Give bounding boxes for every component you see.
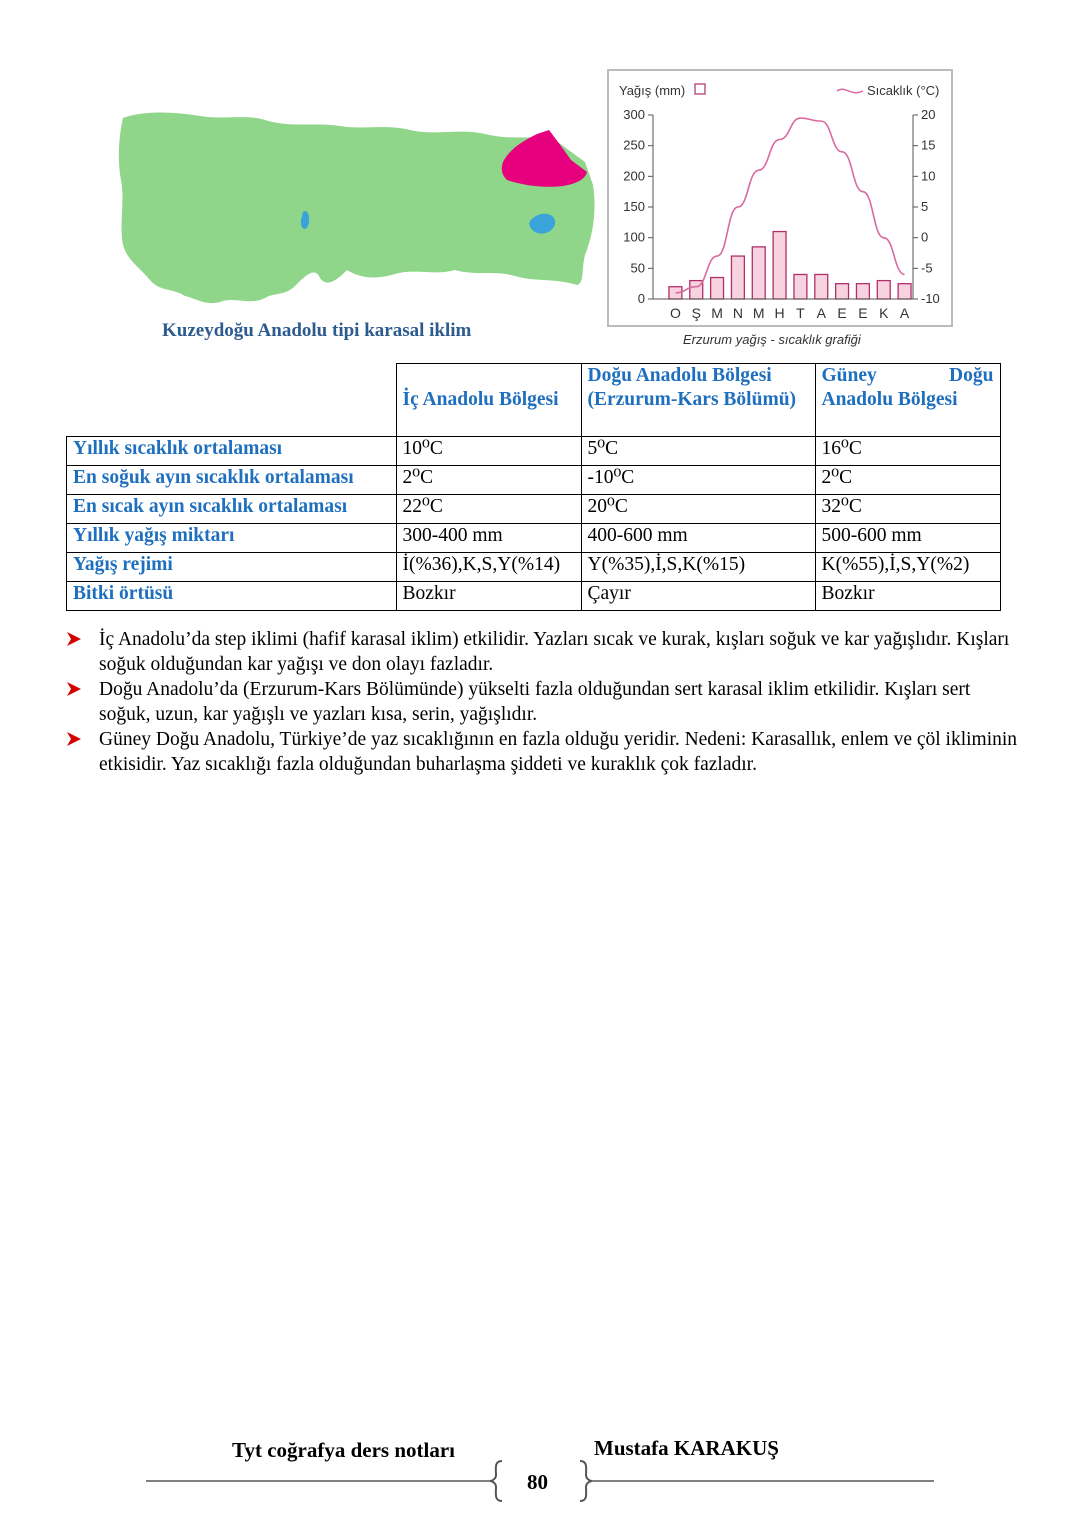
month-label: A xyxy=(816,305,826,321)
map-caption: Kuzeydoğu Anadolu tipi karasal iklim xyxy=(162,320,472,341)
right-axis-label: Sıcaklık (°C) xyxy=(867,83,940,98)
table-corner-cell xyxy=(67,364,397,437)
precipitation-bar xyxy=(836,284,849,299)
left-tick-label: 100 xyxy=(623,229,645,245)
header-guney-dogu-anadolu: Güney Doğu Anadolu Bölgesi xyxy=(815,364,1000,437)
table-cell: 10⁰C xyxy=(396,437,581,466)
turkey-map-image xyxy=(115,100,600,315)
right-tick-label: 10 xyxy=(921,168,936,184)
table-cell: 400-600 mm xyxy=(581,524,815,553)
table-row xyxy=(67,437,1001,466)
month-label: E xyxy=(837,305,847,321)
right-tick-label: 5 xyxy=(921,199,929,214)
footer-title: Tyt coğrafya ders notları xyxy=(232,1438,455,1462)
climate-table xyxy=(66,363,1001,611)
page-number: 80 xyxy=(527,1470,548,1494)
temperature-line xyxy=(675,118,904,293)
table-cell: K(%55),İ,S,Y(%2) xyxy=(815,553,1000,582)
month-label: A xyxy=(899,305,910,321)
turkey-climate-map xyxy=(115,100,600,350)
list-item xyxy=(66,627,1026,677)
row-label: Yıllık yağış miktarı xyxy=(67,524,397,553)
right-tick-label: 0 xyxy=(921,229,929,245)
climate-chart xyxy=(607,69,953,327)
table-cell: 300-400 mm xyxy=(396,524,581,553)
list-item xyxy=(66,677,1026,727)
left-tick-label: 150 xyxy=(623,199,645,214)
header-ic-anadolu: İç Anadolu Bölgesi xyxy=(396,364,581,437)
table-cell: Bozkır xyxy=(815,582,1000,611)
month-label: Ş xyxy=(691,305,701,321)
header-dogu-anadolu: Doğu Anadolu Bölgesi (Erzurum-Kars Bölümü) xyxy=(581,364,815,437)
table-cell: Y(%35),İ,S,K(%15) xyxy=(581,553,815,582)
precipitation-bar xyxy=(794,274,807,299)
table-cell: 2⁰C xyxy=(396,466,581,495)
bullet-arrow-icon xyxy=(66,682,82,696)
table-cell: 5⁰C xyxy=(581,437,815,466)
table-cell: 2⁰C xyxy=(815,466,1000,495)
table-cell: Çayır xyxy=(581,582,815,611)
list-item xyxy=(66,727,1026,777)
table-cell: İ(%36),K,S,Y(%14) xyxy=(396,553,581,582)
month-label: E xyxy=(858,305,868,321)
month-label: K xyxy=(879,305,889,321)
left-tick-label: 250 xyxy=(623,137,645,153)
note-text: Güney Doğu Anadolu, Türkiye’de yaz sıcaklığının en fazla olduğu yeridir. Nedeni: Karasallık, enlem ve çöl ikliminin etkisidir. Yaz sıcaklığı fazla olduğundan buharlaşma şiddeti ve kuraklık çok fazladır. xyxy=(99,729,1018,775)
table-cell: 22⁰C xyxy=(396,495,581,524)
right-axis-legend-line xyxy=(837,89,863,92)
precipitation-bar xyxy=(731,256,744,299)
table-row xyxy=(67,553,1001,582)
row-label: Bitki örtüsü xyxy=(67,582,397,611)
precipitation-bar xyxy=(711,278,724,299)
chart-svg xyxy=(609,71,951,325)
precipitation-bar xyxy=(815,274,828,299)
bullet-arrow-icon xyxy=(66,732,82,746)
precipitation-bar xyxy=(898,284,911,299)
row-label: Yağış rejimi xyxy=(67,553,397,582)
notes-list xyxy=(66,627,1026,777)
left-axis-label: Yağış (mm) xyxy=(619,83,686,98)
month-label: T xyxy=(796,305,805,321)
table-cell: 16⁰C xyxy=(815,437,1000,466)
right-tick-label: -10 xyxy=(921,291,940,306)
precipitation-bar xyxy=(773,232,786,299)
table-row xyxy=(67,495,1001,524)
table-cell: 20⁰C xyxy=(581,495,815,524)
precipitation-bar xyxy=(752,247,765,299)
table-cell: Bozkır xyxy=(396,582,581,611)
month-label: O xyxy=(669,305,681,321)
left-tick-label: 300 xyxy=(623,107,645,122)
month-label: H xyxy=(774,305,785,321)
table-row xyxy=(67,524,1001,553)
table-header-row xyxy=(67,364,1001,437)
left-tick-label: 0 xyxy=(637,291,645,306)
row-label: En sıcak ayın sıcaklık ortalaması xyxy=(67,495,397,524)
month-label: N xyxy=(732,305,743,321)
left-tick-label: 50 xyxy=(630,260,645,276)
row-label: En soğuk ayın sıcaklık ortalaması xyxy=(67,466,397,495)
table-cell: 500-600 mm xyxy=(815,524,1000,553)
bullet-arrow-icon xyxy=(66,632,82,646)
turkey-land xyxy=(119,113,595,304)
right-tick-label: -5 xyxy=(921,260,933,276)
left-axis-legend-box xyxy=(695,84,705,94)
table-row xyxy=(67,582,1001,611)
precipitation-bar xyxy=(877,281,890,299)
right-tick-label: 20 xyxy=(921,107,936,122)
note-text: Doğu Anadolu’da (Erzurum-Kars Bölümünde) yükselti fazla olduğundan sert karasal iklim etkilidir. Kışları sert soğuk, uzun, kar yağışlı ve yazları kısa, serin, yağışlıdır. xyxy=(99,679,971,725)
table-cell: -10⁰C xyxy=(581,466,815,495)
month-label: M xyxy=(752,305,765,321)
footer-author: Mustafa KARAKUŞ xyxy=(594,1436,779,1460)
note-text: İç Anadolu’da step iklimi (hafif karasal iklim) etkilidir. Yazları sıcak ve kurak, kışları soğuk ve kar yağışlıdır. Kışları soğuk olduğundan kar yağışı ve don olayı fazladır. xyxy=(99,629,1010,675)
month-label: M xyxy=(711,305,723,321)
chart-caption: Erzurum yağış - sıcaklık grafiği xyxy=(683,332,861,347)
precipitation-bar xyxy=(856,284,869,299)
table-row xyxy=(67,466,1001,495)
row-label: Yıllık sıcaklık ortalaması xyxy=(67,437,397,466)
left-tick-label: 200 xyxy=(623,168,645,184)
right-tick-label: 15 xyxy=(921,137,936,153)
table-cell: 32⁰C xyxy=(815,495,1000,524)
